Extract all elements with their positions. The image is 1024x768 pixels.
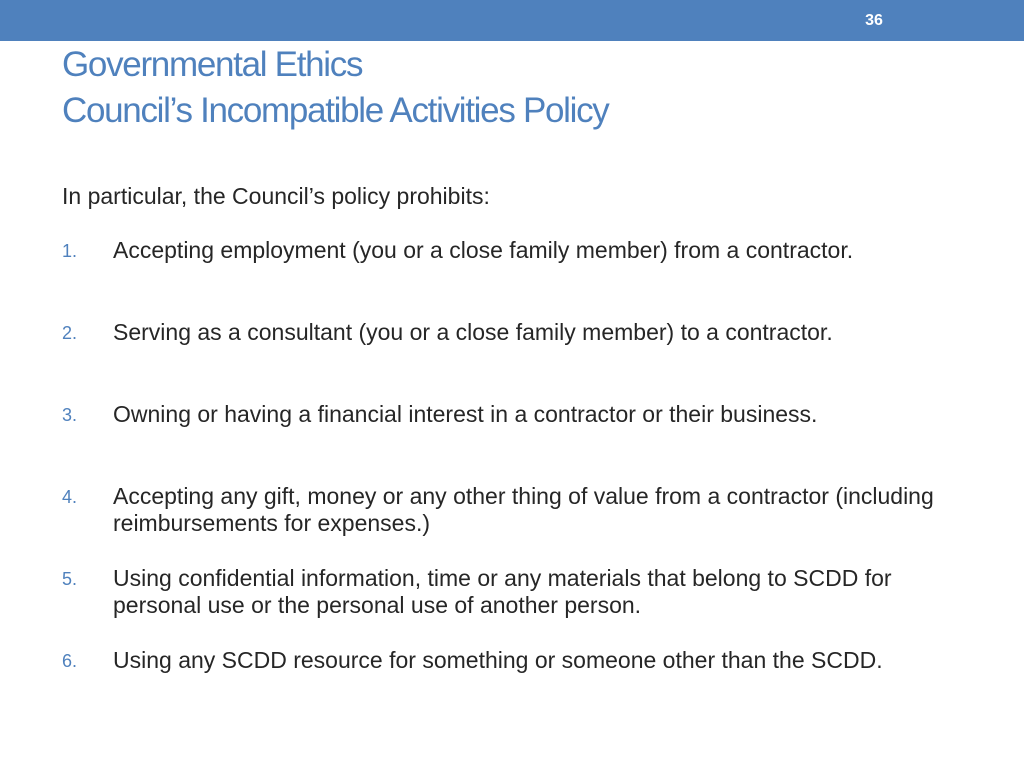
intro-text: In particular, the Council’s policy prohibits: (62, 183, 490, 209)
list-item-number: 4. (62, 487, 78, 507)
list-item-text: Using confidential information, time or any materials that belong to SCDD for personal use or the personal use of another person. (113, 565, 892, 618)
title-line-1: Governmental Ethics (62, 45, 363, 84)
list-item-number: 6. (62, 651, 78, 671)
list-item-text: Using any SCDD resource for something or someone other than the SCDD. (113, 647, 883, 673)
list-item-number: 1. (62, 241, 78, 261)
list-item-text: Serving as a consultant (you or a close family member) to a contractor. (113, 319, 833, 345)
list-item-number: 2. (62, 323, 78, 343)
slide-number: 36 (865, 12, 883, 29)
list-item-number: 5. (62, 569, 78, 589)
list-item-text: Accepting employment (you or a close family member) from a contractor. (113, 237, 854, 263)
list-item-text: Owning or having a financial interest in a contractor or their business. (113, 401, 818, 427)
list-item-number: 3. (62, 405, 78, 425)
list-item-text: Accepting any gift, money or any other thing of value from a contractor (including reimbursements for expenses.) (113, 483, 934, 536)
title-line-2: Council’s Incompatible Activities Policy (62, 91, 609, 130)
